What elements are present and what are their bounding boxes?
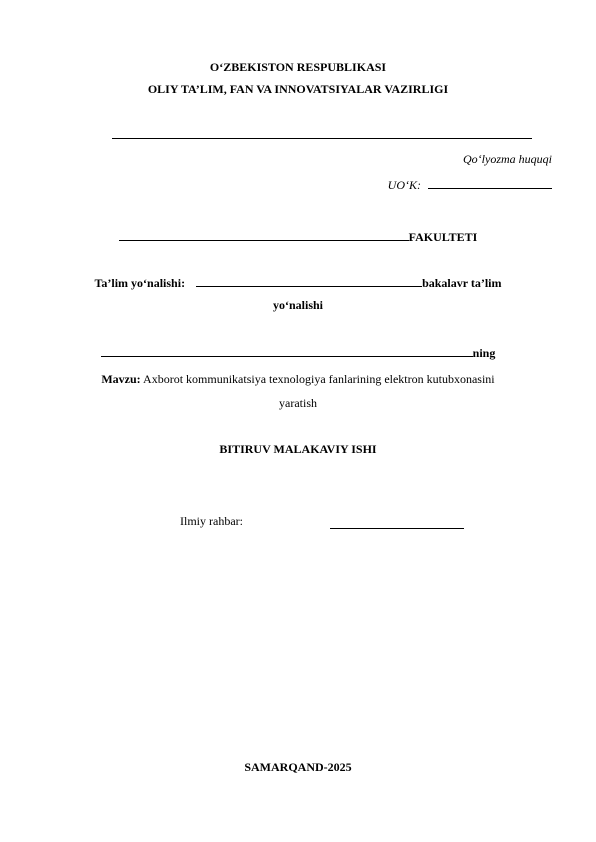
faculty-suffix: FAKULTETI <box>408 230 478 244</box>
uok-blank-line <box>428 188 552 189</box>
supervisor-blank-line <box>330 528 464 529</box>
direction-blank-line <box>196 286 422 287</box>
work-type-title: BITIRUV MALAKAVIY ISHI <box>219 442 377 456</box>
student-row <box>0 346 596 361</box>
direction-suffix-line2: yo‘nalishi <box>272 298 323 312</box>
student-suffix: ning <box>472 346 496 360</box>
uok-row <box>388 178 552 193</box>
direction-suffix: bakalavr ta’lim <box>422 276 502 290</box>
city-year: SAMARQAND-2025 <box>244 760 352 774</box>
ministry-name: OLIY TA’LIM, FAN VA INNOVATSIYALAR VAZIRLIGI <box>147 82 449 96</box>
direction-row <box>0 276 596 291</box>
topic-row <box>0 372 596 387</box>
faculty-row <box>0 230 596 245</box>
direction-label: Ta’lim yo‘nalishi: <box>94 276 186 290</box>
student-blank-line <box>101 356 473 357</box>
uok-label: UO‘K: <box>387 178 421 192</box>
manuscript-rights-label: Qo‘lyozma huquqi <box>463 152 552 166</box>
ministry-country: O‘ZBEKISTON RESPUBLIKASI <box>209 60 387 74</box>
topic-text-line2: yaratish <box>279 396 317 410</box>
supervisor-label: Ilmiy rahbar: <box>180 514 243 528</box>
topic-label: Mavzu: <box>101 372 141 386</box>
faculty-blank-line <box>119 240 409 241</box>
university-blank-line <box>112 138 532 139</box>
topic-text: Axborot kommunikatsiya texnologiya fanlarining elektron kutubxonasini <box>143 372 495 386</box>
